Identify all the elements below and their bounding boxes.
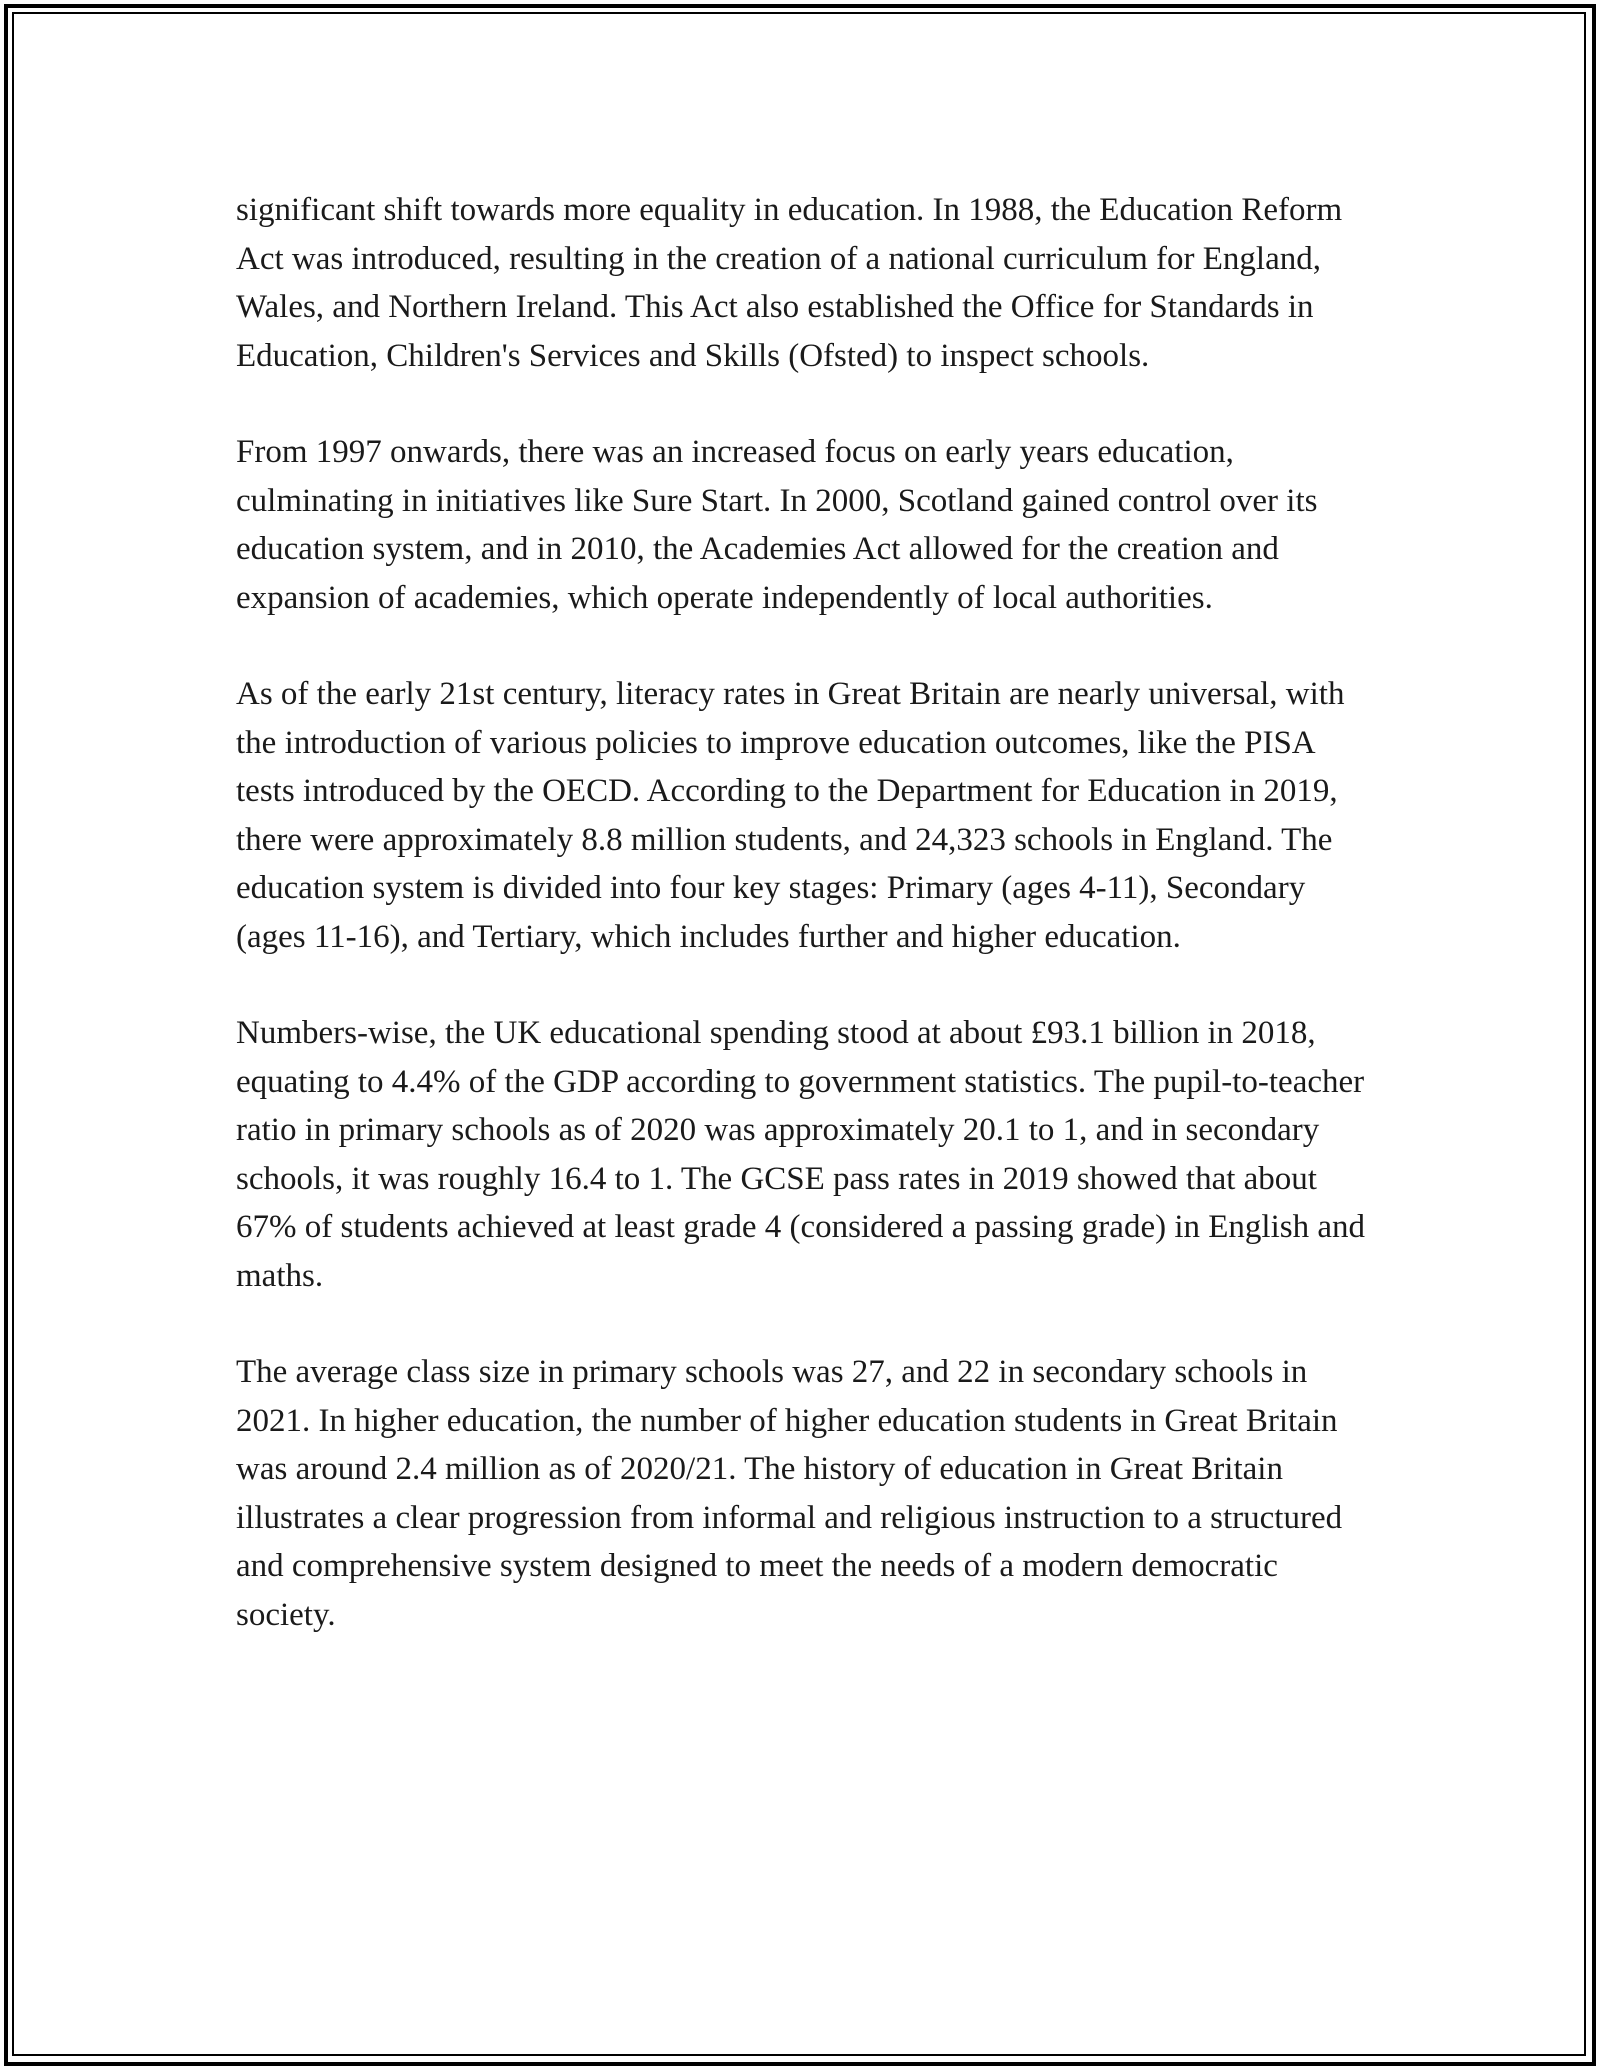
paragraph-education-reform-act: significant shift towards more equality in education. In 1988, the Education Reform Act was introduced, resulting in the creation of a national curriculum for England, Wales, and Northern Ireland. This Act also established the Office for Standards in Education, Children's Services and Skills (Ofsted) to inspect schools. xyxy=(236,192,1343,374)
paragraph-class-size-conclusion: The average class size in primary schools was 27, and 22 in secondary schools in 2021. In higher education, the number of higher education students in Great Britain was around 2.4 million as of 2020/21. The history of education in Great Britain illustrates a clear progression from informal and religious instruction to a structured and comprehensive system designed to meet the needs of a modern democratic society. xyxy=(236,1354,1343,1633)
paragraph-literacy-key-stages: As of the early 21st century, literacy rates in Great Britain are nearly universal, with the introduction of various policies to improve education outcomes, like the PISA tests introduced by the OECD. According to the Department for Education in 2019, there were approximately 8.8 million students, and 24,323 schools in England. The education system is divided into four key stages: Primary (ages 4-11), Secondary (ages 11-16), and Tertiary, which includes further and higher education. xyxy=(236,676,1345,955)
paragraph-spending-ratios: Numbers-wise, the UK educational spending stood at about £93.1 billion in 2018, equating to 4.4% of the GDP according to government statistics. The pupil-to-teacher ratio in primary schools as of 2020 was approximately 20.1 to 1, and in secondary schools, it was roughly 16.4 to 1. The GCSE pass rates in 2019 showed that about 67% of students achieved at least grade 4 (considered a passing grade) in English and maths. xyxy=(236,1015,1365,1294)
document-body xyxy=(236,186,1376,1687)
paragraph-early-years-academies: From 1997 onwards, there was an increased focus on early years education, culminating in initiatives like Sure Start. In 2000, Scotland gained control over its education system, and in 2010, the Academies Act allowed for the creation and expansion of academies, which operate independently of local authorities. xyxy=(236,434,1318,616)
